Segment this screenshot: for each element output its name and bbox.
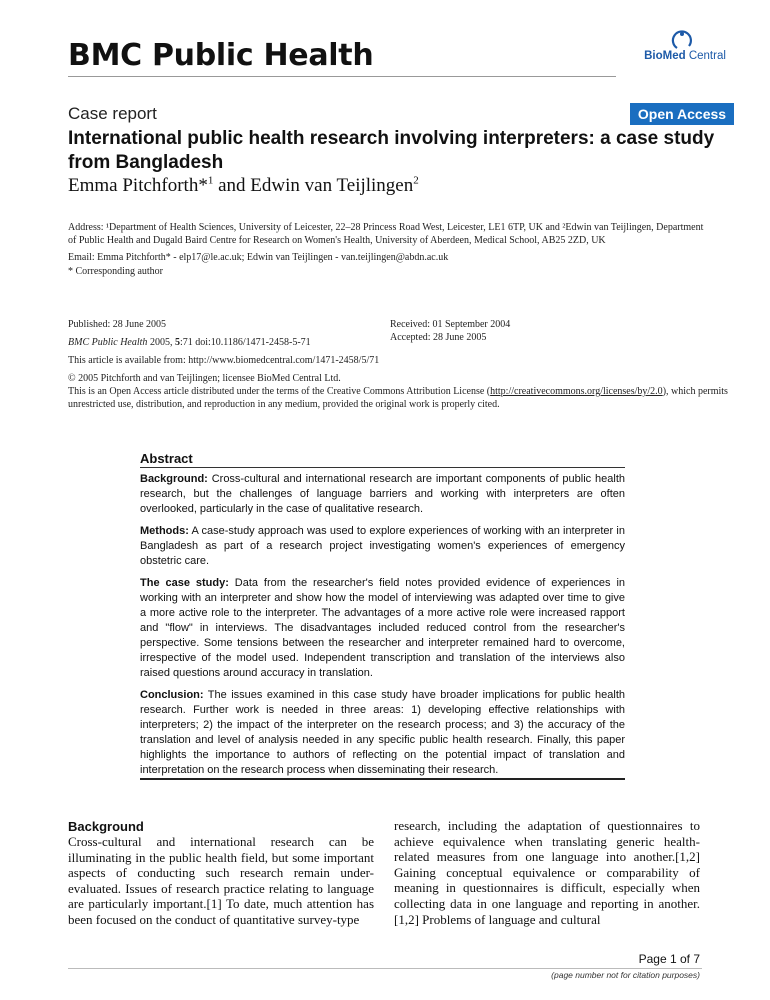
abstract — [140, 451, 625, 785]
abstract-background — [140, 472, 625, 517]
header-divider — [68, 76, 616, 77]
logo-central-text: Central — [685, 50, 726, 62]
body-column-right: research, including the adaptation of questionnaires to achieve equivalence when translating generic health-related measures from one language into another.[1,2] Gaining conceptual equivalence or comparability of meaning in questionnaires is difficult, especially when collecting data in one language and reporting in another.[1,2] Problems of language and cultural — [394, 818, 700, 927]
citation-volume: 5 — [174, 337, 180, 348]
abstract-text: Data from the researcher's field notes provided evidence of experiences in working with an interpreter and show how the model of interviewing was adapted over time to give a more active role to the interpreter. The advantages of a more active role were increased rapport and "flow" in interviews. The disadvantages included reduced control from the researcher's perspective. Some tensions between the researcher and interpreter remained hard to overcome, irrespective of the model used. Independent transcription and translation of the interviews also raised questions around accuracy in translation. — [140, 577, 625, 679]
license-text — [68, 386, 728, 411]
abstract-text: A case-study approach was used to explore experiences of working with an interpreter in Bangladesh as part of a research project investigating women's experiences of emergency obstetric care. — [140, 525, 625, 567]
logo-bio-text: BioMed — [644, 50, 686, 62]
biomed-logo-mark-icon — [667, 28, 697, 52]
footer-divider — [68, 968, 702, 969]
copyright-notice: © 2005 Pitchforth and van Teijlingen; licensee BioMed Central Ltd. — [68, 373, 341, 384]
abstract-text: Cross-cultural and international research are important components of public health research, but the challenges of language barriers and working with interpreters are often overlooked, particularly in the case of qualitative research. — [140, 473, 625, 515]
authors — [68, 175, 419, 197]
published-date: Published: 28 June 2005 — [68, 319, 167, 330]
abstract-divider — [140, 467, 625, 468]
citation-doi: :71 doi:10.1186/1471-2458-5-71 — [179, 337, 311, 348]
author-name: Edwin van Teijlingen — [250, 175, 414, 196]
body-column-left: Cross-cultural and international research can be illuminating in the public health field, but some important aspects of conducting such research remain under-evaluated. Issues of research practice relating to language are particularly important.[1] To date, much attention has been focused on the conduct of quantitative survey-type — [68, 834, 374, 927]
biomed-central-logo[interactable] — [630, 28, 740, 72]
abstract-label: Conclusion: — [140, 689, 204, 701]
author-address: Address: ¹Department of Health Sciences, University of Leicester, 22–28 Princess Road West, Leicester, LE1 6TP, UK and ²Edwin van Teijlingen, Department of Public Health and Dugald Baird Centre for Research on Women's Health, University of Aberdeen, Medical School, AB25 2ZD, UK — [68, 222, 704, 246]
logo-wordmark — [630, 50, 740, 62]
author-email: Email: Emma Pitchforth* - elp17@le.ac.uk; Edwin van Teijlingen - van.teijlingen@abdn.ac.uk — [68, 252, 449, 263]
accepted-date: Accepted: 28 June 2005 — [390, 332, 487, 343]
author-affiliation-mark: 1 — [207, 174, 214, 187]
abstract-heading: Abstract — [140, 451, 193, 466]
section-heading-background: Background — [68, 819, 144, 834]
abstract-case-study — [140, 576, 625, 681]
page-number-note: (page number not for citation purposes) — [551, 970, 700, 980]
article-url[interactable]: This article is available from: http://www.biomedcentral.com/1471-2458/5/71 — [68, 355, 380, 366]
article-type: Case report — [68, 104, 157, 123]
author-name: Emma Pitchforth* — [68, 175, 208, 196]
open-access-badge: Open Access — [630, 103, 734, 125]
abstract-methods — [140, 524, 625, 569]
citation-year: 2005, — [147, 337, 175, 348]
author-conjunction: and — [213, 175, 251, 196]
author-affiliation-mark: 2 — [413, 174, 419, 187]
abstract-label: Methods: — [140, 525, 189, 537]
citation-journal: BMC Public Health — [68, 337, 148, 348]
abstract-label: Background: — [140, 473, 208, 485]
abstract-conclusion — [140, 688, 625, 778]
abstract-text: The issues examined in this case study have broader implications for public health research. Further work is needed in three areas: 1) developing effective relationships with interpreters; 2) the impact of the interpreter on the research process; and 3) the accuracy of the translation and level of analysis needed in any specific public health research. Finally, this paper highlights the importance to authors of reflecting on the potential impact of translation and interpretation on the research process when disseminating their research. — [140, 689, 625, 776]
received-date: Received: 01 September 2004 — [390, 319, 511, 330]
license-post: ), which permits unrestricted use, distribution, and reproduction in any medium, provided the original work is properly cited. — [68, 386, 728, 410]
abstract-label: The case study: — [140, 577, 229, 589]
corresponding-author-note: * Corresponding author — [68, 266, 163, 277]
license-link[interactable]: http://creativecommons.org/licenses/by/2.0 — [490, 386, 663, 397]
abstract-bottom-divider — [140, 778, 625, 780]
article-title: International public health research involving interpreters: a case study from Bangladesh — [68, 128, 715, 173]
page-number: Page 1 of 7 — [638, 952, 700, 966]
journal-title: BMC Public Health — [68, 38, 374, 73]
citation — [68, 337, 311, 350]
license-pre: This is an Open Access article distributed under the terms of the Creative Commons Attribution License ( — [68, 386, 491, 397]
